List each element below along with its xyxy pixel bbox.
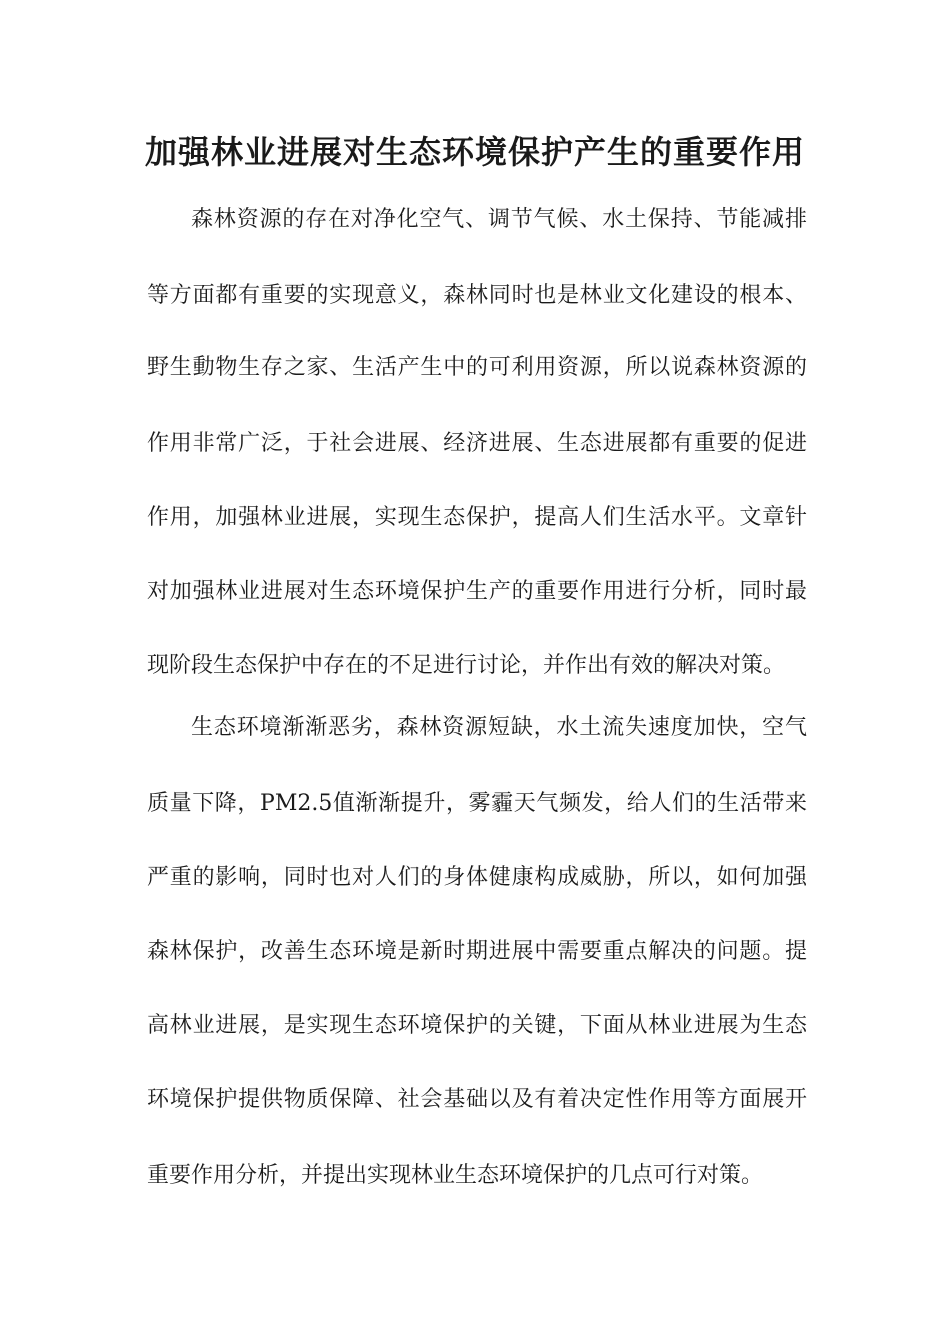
paragraph-line: 森林保护，改善生态环境是新时期进展中需要重点解决的问题。提 (147, 939, 807, 964)
paragraph-line: 野生動物生存之家、生活产生中的可利用资源，所以说森林资源的 (147, 355, 807, 380)
paragraph-line: 严重的影响，同时也对人们的身体健康构成威胁，所以，如何加强 (147, 865, 807, 890)
paragraph-line: 作用非常广泛，于社会进展、经济进展、生态进展都有重要的促进 (147, 431, 807, 456)
paragraph-line: 高林业进展，是实现生态环境保护的关键，下面从林业进展为生态 (147, 1013, 807, 1038)
paragraph-line: 现阶段生态保护中存在的不足进行讨论，并作出有效的解决对策。 (147, 653, 786, 678)
paragraph-line: 森林资源的存在对净化空气、调节气候、水土保持、节能减排 (191, 207, 807, 232)
paragraph-line: 作用，加强林业进展，实现生态保护，提高人们生活水平。文章针 (147, 505, 807, 530)
paragraph-line: 等方面都有重要的实现意义，森林同时也是林业文化建设的根本、 (147, 283, 807, 308)
paragraph-line: 环境保护提供物质保障、社会基础以及有着决定性作用等方面展开 (147, 1087, 807, 1112)
paragraph-line: 生态环境渐渐恶劣，森林资源短缺，水土流失速度加快，空气 (191, 715, 807, 740)
document-title: 加强林业进展对生态环境保护产生的重要作用 (144, 133, 805, 171)
paragraph-line: 对加强林业进展对生态环境保护生产的重要作用进行分析，同时最 (147, 579, 807, 604)
paragraph-line: 重要作用分析，并提出实现林业生态环境保护的几点可行对策。 (147, 1163, 764, 1188)
paragraph-line: 质量下降，PM2.5值渐渐提升，雾霾天气频发，给人们的生活带来 (147, 791, 807, 816)
